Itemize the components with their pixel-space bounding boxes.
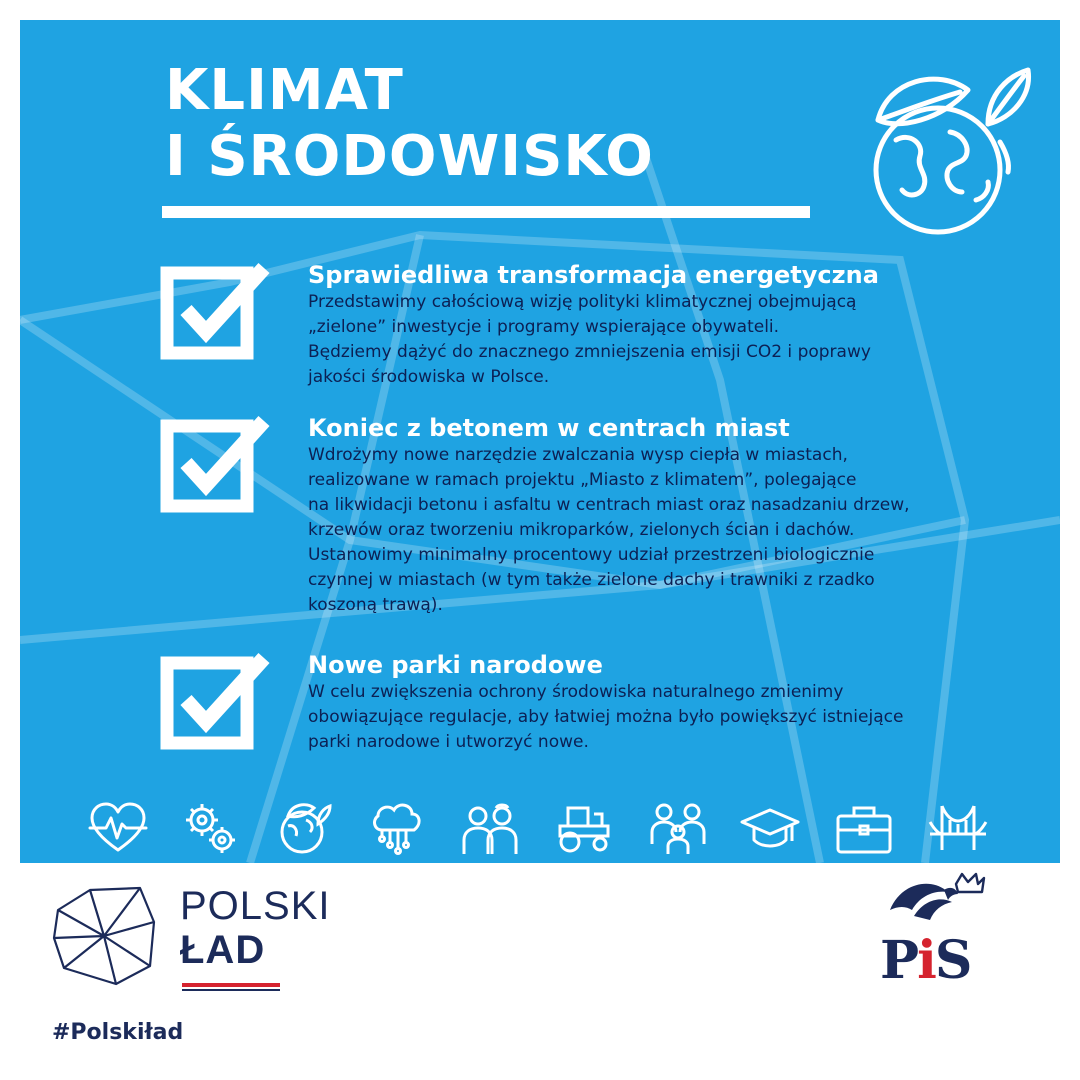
text-line: czynnej w miastach (w tym także zielone dachy i trawniki z rzadko xyxy=(308,570,875,590)
title-line-1: KLIMAT xyxy=(165,58,404,123)
gears-icon xyxy=(180,800,240,856)
party-letter-s: S xyxy=(934,930,971,991)
item-description xyxy=(308,290,1028,390)
logo-navy-bar xyxy=(182,989,280,991)
text-line: Będziemy dążyć do znacznego zmniejszenia emisji CO2 i poprawy xyxy=(308,342,871,362)
party-letter-p: P xyxy=(880,930,918,991)
globe-leaves-icon xyxy=(274,800,334,856)
logo-word-polski: POLSKI xyxy=(180,884,331,928)
checkbox-icon xyxy=(160,650,272,750)
text-line: na likwidacji betonu i asfaltu w centrach miast oraz nasadzaniu drzew, xyxy=(308,495,910,515)
item-description xyxy=(308,680,1028,755)
page-title xyxy=(165,58,654,190)
item-description xyxy=(308,443,1028,618)
text-line: jakości środowiska w Polsce. xyxy=(308,367,550,387)
text-line: W celu zwiększenia ochrony środowiska naturalnego zmienimy xyxy=(308,682,844,702)
bridge-icon xyxy=(928,800,988,856)
graduation-cap-icon xyxy=(740,800,800,856)
icons-row xyxy=(88,800,988,860)
tractor-icon xyxy=(554,800,614,856)
text-line: obowiązujące regulacje, aby łatwiej można było powiększyć istniejące xyxy=(308,707,904,727)
checkbox-icon xyxy=(160,413,272,513)
text-line: Przedstawimy całościową wizję polityki klimatycznej obejmującą xyxy=(308,292,857,312)
item-title: Sprawiedliwa transformacja energetyczna xyxy=(308,261,879,289)
text-line: Wdrożymy nowe narzędzie zwalczania wysp ciepła w miastach, xyxy=(308,445,848,465)
hashtag: #Polskiład xyxy=(52,1020,184,1045)
text-line: krzewów oraz tworzeniu mikroparków, zielonych ścian i dachów. xyxy=(308,520,855,540)
heart-pulse-icon xyxy=(88,800,148,856)
logo-red-bar xyxy=(182,983,280,987)
checkbox-icon xyxy=(160,260,272,360)
logo-word-lad: ŁAD xyxy=(180,928,266,972)
item-title: Koniec z betonem w centrach miast xyxy=(308,414,790,442)
text-line: parki narodowe i utworzyć nowe. xyxy=(308,732,589,752)
text-line: „zielone” inwestycje i programy wspierające obywateli. xyxy=(308,317,780,337)
main-panel xyxy=(20,20,1060,863)
family-icon xyxy=(648,800,708,856)
party-letter-i: i xyxy=(917,930,935,991)
briefcase-icon xyxy=(834,800,894,856)
title-line-2: I ŚRODOWISKO xyxy=(165,124,654,189)
party-acronym xyxy=(880,930,970,991)
item-title: Nowe parki narodowe xyxy=(308,651,603,679)
globe-leaves-icon xyxy=(838,50,1038,240)
cloud-network-icon xyxy=(368,800,428,856)
logo-wordmark xyxy=(180,884,331,972)
seniors-icon xyxy=(460,800,520,856)
text-line: realizowane w ramach projektu „Miasto z klimatem”, polegające xyxy=(308,470,857,490)
text-line: koszoną trawą). xyxy=(308,595,443,615)
polski-lad-logo-icon xyxy=(50,880,160,990)
text-line: Ustanowimy minimalny procentowy udział przestrzeni biologicznie xyxy=(308,545,875,565)
party-logo xyxy=(870,870,1000,1000)
title-underline xyxy=(162,206,810,218)
